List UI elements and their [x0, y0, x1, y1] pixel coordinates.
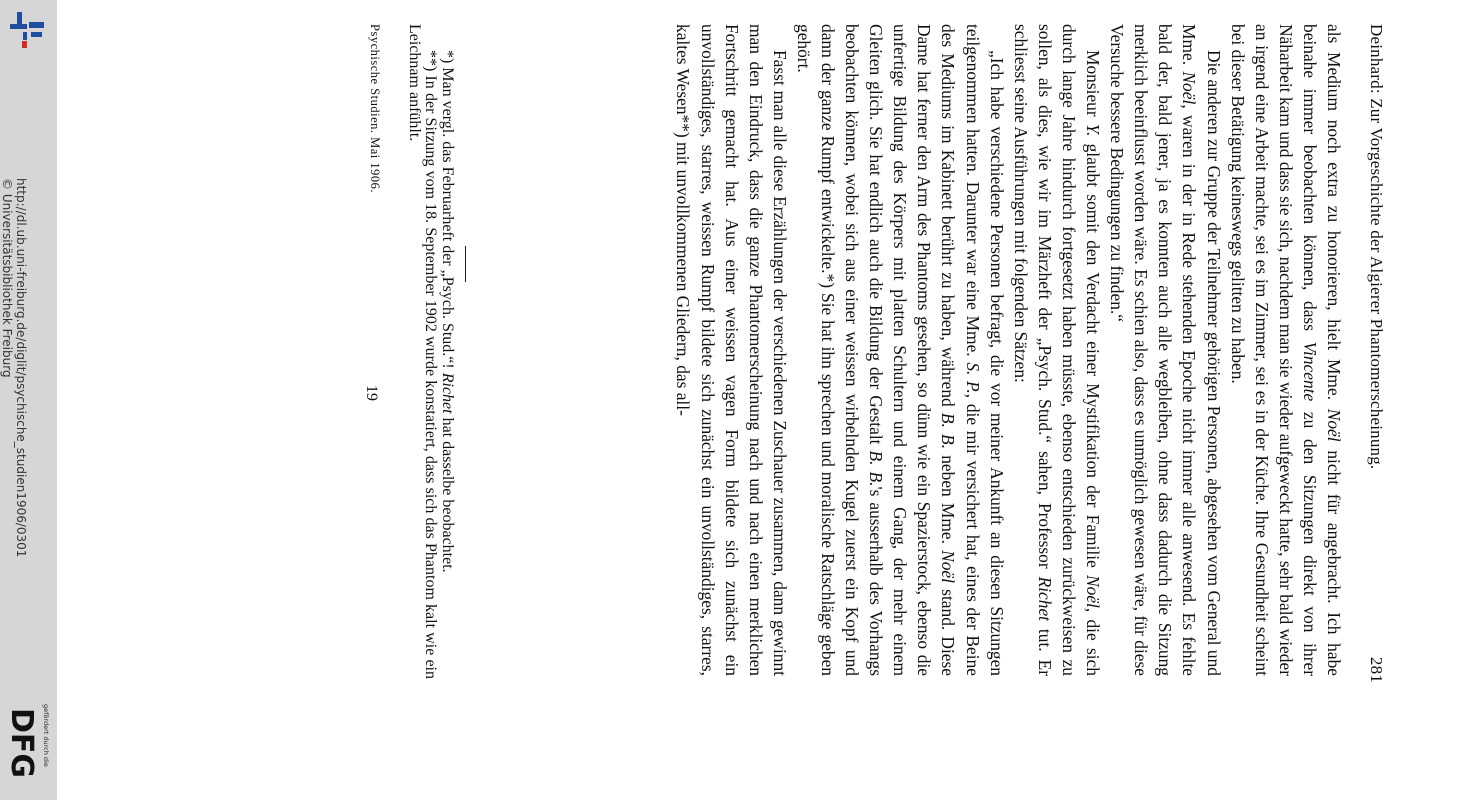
- dfg-logo-icon: [4, 700, 54, 794]
- viewer-side-strip: [0, 0, 57, 800]
- footnote-1: *) Man vergl. das Februarheft der „Psych. Stud.“! Richet hat dasselbe beobachtet.: [439, 50, 456, 573]
- source-credit: [0, 178, 28, 557]
- page-number: 281: [1367, 656, 1386, 683]
- copyright-note: © Universitätsbibliothek Freiburg: [0, 178, 14, 378]
- signature-mark: 19: [363, 385, 380, 401]
- paragraph-5: Fasst man alle diese Erzählungen der verschiedenen Zuschauer zusammen, dann gewinnt man den Eindruck, dass die ganze Phantomerscheinung nach und nach einen merklichen Fortschritt gemacht hat. Aus einer weissen vagen Form bildete sich zunächst ein unvollständiges, starres, weissen Rumpf bildete sich zunächst ein unvollständiges, starres, kaltes Wesen**) mit unvollkommenen Gliedern, das all-: [673, 24, 790, 676]
- page-header: [1360, 18, 1390, 683]
- university-library-logo-icon: [6, 8, 50, 50]
- paragraph-1: als Medium noch extra zu honorieren, hielt Mme. Noël nicht für angebracht. Ich habe beinahe immer beobachten können, dass Vincente zu den Sitzungen direkt von ihrer Näharbeit kam und dass sie sich, nachdem man sie wieder aufgeweckt hatte, sehr bald wieder an irgend eine Arbeit machte, sei es im Zimmer, sei es in der Küche. Ihre Gesundheit scheint bei dieser Betätigung keineswegs gelitten zu haben.: [1227, 24, 1344, 676]
- source-url-link[interactable]: http://dl.ub.uni-freiburg.de/diglit/psychische_studien1906/0301: [14, 178, 28, 558]
- footer-source: Psychische Studien. Mai 1906.: [368, 24, 382, 194]
- page-footer: [360, 18, 382, 683]
- footnotes: [406, 24, 456, 679]
- dfg-logo-text: DFG: [4, 708, 39, 779]
- page-body: [671, 24, 1346, 676]
- running-head: Deinhard: Zur Vorgeschichte der Algierer Phantomerscheinung.: [1367, 24, 1386, 470]
- dfg-funder-text: gefördert durch die: [42, 704, 50, 767]
- scanned-page: [220, 18, 1390, 683]
- paragraph-3: Monsieur Y. glaubt somit den Verdacht einer Mystifikation der Familie Noël, die sich durch lange Jahre hindurch fortgesetzt haben müsste, ebenso entschieden zurückweisen zu sollen, als dies, wie wir im Märzheft der „Psych. Stud.“ sahen, Professor Richet tut. Er schliesst seine Ausführungen mit folgenden Sätzen:: [1010, 24, 1104, 676]
- footnote-separator: [465, 246, 466, 282]
- paragraph-2: Die anderen zur Gruppe der Teilnehmer gehörigen Personen, abgesehen vom General und Mme. Noël, waren in der in Rede stehenden Epoche nicht immer alle anwesend. Es fehlte bald der, bald jener, ja es konnten auch alle wegbleiben, ohne dass dadurch die Sitzung merklich beeinflusst worden wäre. Es schien also, dass es unmöglich gewesen wäre, für diese Versuche bessere Bedingungen zu finden.“: [1107, 24, 1224, 676]
- footnote-2: **) In der Sitzung vom 18. September 1902 wurde konstatiert, dass sich das Phantom kalt wie ein Leichnam anfühlt.: [406, 24, 440, 679]
- paragraph-4: „Ich habe verschiedene Personen befragt, die vor meiner Ankunft an diesen Sitzungen teilgenommen hatten. Darunter war eine Mme. S. P., die mir versichert hat, eines der Beine des Mediums im Kabinett berührt zu haben, während B. B. neben Mme. Noël stand. Diese Dame hat ferner den Arm des Phantoms gesehen, so dünn wie ein Spazierstock, ebenso die unfertige Bildung des Körpers mit platten Schultern und einem Gang, der mehr einem Gleiten glich. Sie hat endlich auch die Bildung der Gestalt B. B.'s ausserhalb des Vorhangs beobachten können, wobei sich aus einer weissen wirbelnden Kugel zuerst ein Kopf und dann der ganze Rumpf entwickelte.*) Sie hat ihn sprechen und moralische Ratschläge geben gehört.: [793, 24, 1007, 677]
